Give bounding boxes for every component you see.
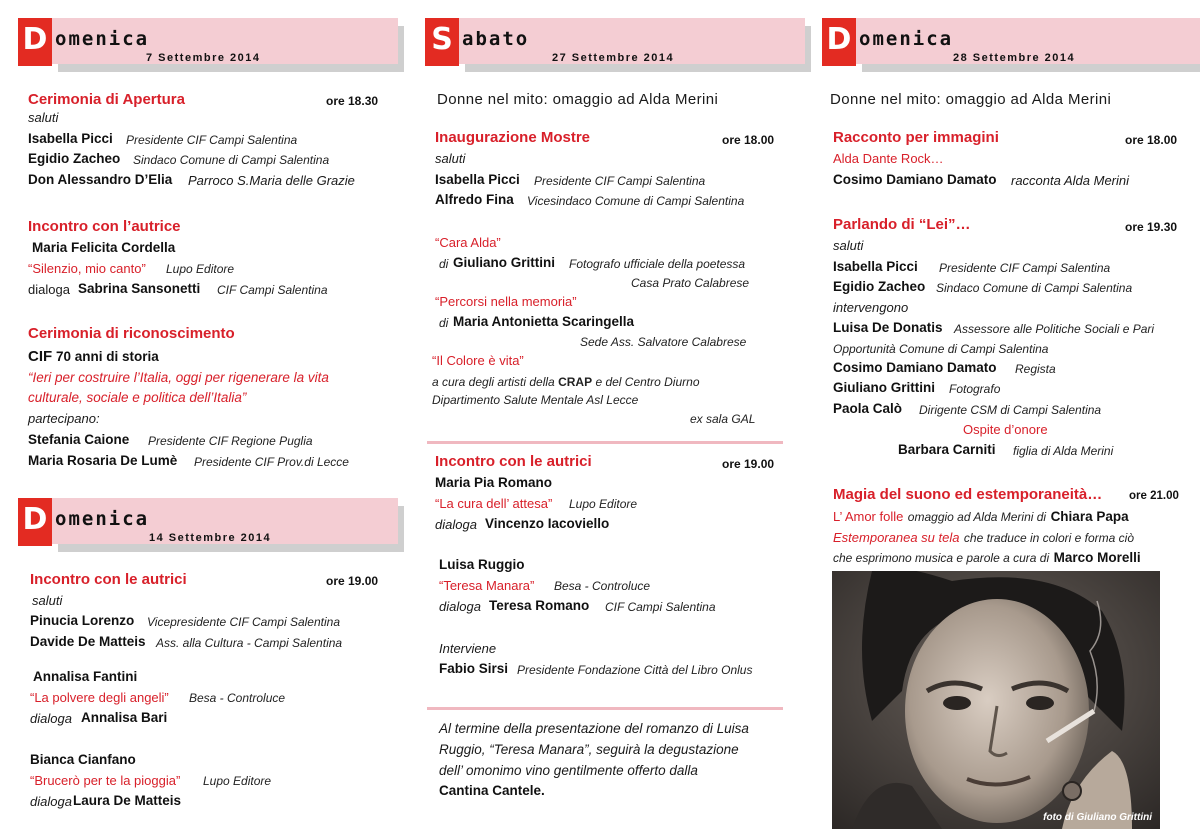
- label-di: di: [439, 316, 449, 330]
- person-role: Fotografo: [949, 382, 1001, 396]
- person-name: Giuliano Grittini: [453, 255, 555, 270]
- book-title: “La polvere degli angeli”: [30, 690, 169, 705]
- label-dialoga: dialoga: [28, 282, 70, 297]
- person-role: Opportunità Comune di Campi Salentina: [833, 342, 1049, 356]
- person-name: Laura De Matteis: [73, 793, 182, 808]
- publisher: Lupo Editore: [166, 262, 235, 276]
- author-name: Luisa Ruggio: [439, 557, 525, 572]
- venue: Casa Prato Calabrese: [631, 276, 750, 290]
- label-partecipano: partecipano:: [28, 411, 100, 426]
- event-title: Cerimonia di Apertura: [28, 91, 185, 108]
- person-name: Teresa Romano: [489, 598, 590, 613]
- label-saluti: saluti: [435, 151, 466, 166]
- person-role: Fotografo ufficiale della poetessa: [569, 257, 746, 271]
- banner-sabato-27: S abato 27 Settembre 2014: [425, 18, 775, 72]
- portrait-photo: [832, 571, 1160, 829]
- book-title: “Teresa Manara”: [439, 578, 535, 593]
- show-desc: omaggio ad Alda Merini di: [907, 510, 1047, 524]
- author-name: Annalisa Fantini: [33, 669, 138, 684]
- publisher: Besa - Controluce: [554, 579, 651, 593]
- person-name: Pinucia Lorenzo: [30, 613, 135, 628]
- exhibit-title: “Percorsi nella memoria”: [435, 294, 577, 309]
- event-time: ore 18.00: [722, 133, 775, 147]
- crap-label: CRAP: [558, 375, 593, 389]
- event-title: Cerimonia di riconoscimento: [28, 325, 235, 342]
- curators-line: [432, 375, 700, 389]
- event-time: ore 19.30: [1125, 220, 1178, 234]
- banner-domenica-7: D omenica 7 Settembre 2014: [18, 18, 368, 72]
- person-name: Marco Morelli: [1053, 550, 1141, 565]
- closing-note: Al termine della presentazione del romanzo di Luisa: [439, 721, 749, 736]
- person-name: Stefania Caione: [28, 432, 130, 447]
- cif-line: [28, 348, 159, 365]
- person-name: Egidio Zacheo: [833, 279, 926, 294]
- person-role: Presidente CIF Campi Salentina: [939, 261, 1111, 275]
- section-subtitle: Donne nel mito: omaggio ad Alda Merini: [830, 91, 1112, 108]
- exhibit-title: “Cara Alda”: [435, 235, 501, 250]
- venue: Sede Ass. Salvatore Calabrese: [580, 335, 747, 349]
- event-title: Racconto per immagini: [833, 129, 999, 146]
- person-name: Barbara Carniti: [898, 442, 996, 457]
- person-role: Parroco S.Maria delle Grazie: [188, 173, 355, 188]
- event-title: Inaugurazione Mostre: [435, 129, 591, 146]
- person-name: Isabella Picci: [833, 259, 918, 274]
- music-line: [833, 549, 1141, 567]
- publisher: Besa - Controluce: [189, 691, 286, 705]
- person-name: Chiara Papa: [1050, 509, 1129, 524]
- banner-date: 27 Settembre 2014: [552, 52, 675, 64]
- event-time: ore 19.00: [722, 457, 775, 471]
- divider: [427, 441, 783, 444]
- quote-line: culturale, sociale e politica dell’Italia”: [28, 390, 247, 405]
- exhibit-title: “Il Colore è vita”: [432, 353, 524, 368]
- cif-subtitle: 70 anni di storia: [55, 349, 159, 364]
- author-name: Maria Felicita Cordella: [32, 240, 176, 255]
- person-role: Presidente CIF Prov.di Lecce: [194, 455, 349, 469]
- label-dialoga: dialoga: [30, 794, 72, 809]
- quote-line: “Ieri per costruire l’Italia, oggi per rigenerare la vita: [28, 370, 329, 385]
- event-title: Magia del suono ed estemporaneità…: [833, 486, 1103, 503]
- label-saluti: saluti: [28, 110, 59, 125]
- photo-credit: foto di Giuliano Grittini: [1043, 812, 1152, 823]
- event-title: Parlando di “Lei”…: [833, 216, 971, 233]
- banner-date: 28 Settembre 2014: [953, 52, 1076, 64]
- person-role: Sindaco Comune di Campi Salentina: [133, 153, 330, 167]
- banner-day: omenica: [55, 508, 150, 530]
- person-name: Isabella Picci: [435, 172, 520, 187]
- person-role: Presidente CIF Campi Salentina: [534, 174, 706, 188]
- label-intervengono: intervengono: [833, 300, 909, 315]
- banner-domenica-14: D omenica 14 Settembre 2014: [18, 498, 368, 552]
- guest-of-honor-label: Ospite d’onore: [963, 422, 1048, 437]
- person-name: Maria Antonietta Scaringella: [453, 314, 635, 329]
- book-title: “Brucerò per te la pioggia”: [30, 773, 181, 788]
- person-role: Sindaco Comune di Campi Salentina: [936, 281, 1133, 295]
- banner-day: abato: [462, 28, 530, 50]
- banner-date: 7 Settembre 2014: [146, 52, 261, 64]
- label-dialoga: dialoga: [435, 517, 477, 532]
- person-role: Vicepresidente CIF Campi Salentina: [147, 615, 340, 629]
- person-role: Vicesindaco Comune di Campi Salentina: [527, 194, 745, 208]
- publisher: Lupo Editore: [203, 774, 272, 788]
- person-role: CIF Campi Salentina: [217, 283, 328, 297]
- event-subtitle: Alda Dante Rock…: [833, 151, 944, 166]
- person-name: Cosimo Damiano Damato: [833, 172, 997, 187]
- venue: ex sala GAL: [690, 412, 756, 426]
- closing-note: Ruggio, “Teresa Manara”, seguirà la degustazione: [439, 742, 739, 757]
- person-role: Presidente Fondazione Città del Libro Onlus: [517, 663, 753, 677]
- label-di: di: [439, 257, 449, 271]
- person-role: Dirigente CSM di Campi Salentina: [919, 403, 1102, 417]
- book-title: “Silenzio, mio canto”: [28, 261, 146, 276]
- event-title: Incontro con le autrici: [435, 453, 592, 470]
- divider: [427, 707, 783, 710]
- publisher: Lupo Editore: [569, 497, 638, 511]
- curators-pre: a cura degli artisti della: [432, 375, 555, 389]
- show-title: L’ Amor folle: [833, 509, 904, 524]
- author-name: Maria Pia Romano: [435, 475, 553, 490]
- amor-line: [833, 508, 1129, 526]
- label-dialoga: dialoga: [30, 711, 72, 726]
- person-name: Don Alessandro D’Elia: [28, 172, 173, 187]
- event-time: ore 21.00: [1129, 490, 1179, 502]
- event-time: ore 18.30: [326, 94, 379, 108]
- person-name: Maria Rosaria De Lumè: [28, 453, 178, 468]
- portrait-illustration: [832, 571, 1160, 829]
- label-interviene: Interviene: [439, 641, 497, 656]
- person-role: Regista: [1015, 362, 1056, 376]
- person-name: Isabella Picci: [28, 131, 113, 146]
- person-name: Luisa De Donatis: [833, 320, 943, 335]
- event-title: Incontro con l’autrice: [28, 218, 181, 235]
- label-saluti: saluti: [32, 593, 63, 608]
- person-role: Ass. alla Cultura - Campi Salentina: [156, 636, 343, 650]
- show-desc: che esprimono musica e parole a cura di: [833, 551, 1050, 565]
- banner-domenica-28: D omenica 28 Settembre 2014: [822, 18, 1172, 72]
- person-name: Vincenzo Iacoviello: [485, 516, 610, 531]
- person-role: CIF Campi Salentina: [605, 600, 716, 614]
- person-role: Assessore alle Politiche Sociali e Pari: [954, 322, 1155, 336]
- book-title: “La cura dell’ attesa”: [435, 496, 553, 511]
- person-role: figlia di Alda Merini: [1013, 444, 1114, 458]
- person-name: Cosimo Damiano Damato: [833, 360, 997, 375]
- label-saluti: saluti: [833, 238, 864, 253]
- venue: Dipartimento Salute Mentale Asl Lecce: [432, 393, 639, 407]
- banner-date: 14 Settembre 2014: [149, 532, 272, 544]
- person-role: Presidente CIF Campi Salentina: [126, 133, 298, 147]
- show-title: Estemporanea su tela: [833, 530, 960, 545]
- cif-label: CIF: [28, 348, 53, 365]
- person-name: Davide De Matteis: [30, 634, 146, 649]
- person-role: Presidente CIF Regione Puglia: [148, 434, 313, 448]
- event-time: ore 19.00: [326, 574, 379, 588]
- person-name: Annalisa Bari: [81, 710, 168, 725]
- person-role: racconta Alda Merini: [1011, 173, 1130, 188]
- curators-post: e del Centro Diurno: [595, 375, 700, 389]
- person-name: Sabrina Sansonetti: [78, 281, 201, 296]
- section-subtitle: Donne nel mito: omaggio ad Alda Merini: [437, 91, 719, 108]
- period: .: [541, 783, 545, 798]
- winery-name: Cantina Cantele: [439, 783, 542, 798]
- person-name: Fabio Sirsi: [439, 661, 509, 676]
- est-line: [833, 529, 1134, 547]
- cantina-line: [439, 783, 545, 798]
- banner-day: omenica: [859, 28, 954, 50]
- event-time: ore 18.00: [1125, 133, 1178, 147]
- author-name: Bianca Cianfano: [30, 752, 136, 767]
- show-desc: che traduce in colori e forma ciò: [963, 531, 1135, 545]
- closing-note: dell’ omonimo vino gentilmente offerto dalla: [439, 763, 698, 778]
- banner-day: omenica: [55, 28, 150, 50]
- person-name: Egidio Zacheo: [28, 151, 121, 166]
- person-name: Giuliano Grittini: [833, 380, 935, 395]
- person-name: Paola Calò: [833, 401, 903, 416]
- person-name: Alfredo Fina: [435, 192, 514, 207]
- event-title: Incontro con le autrici: [30, 571, 187, 588]
- label-dialoga: dialoga: [439, 599, 481, 614]
